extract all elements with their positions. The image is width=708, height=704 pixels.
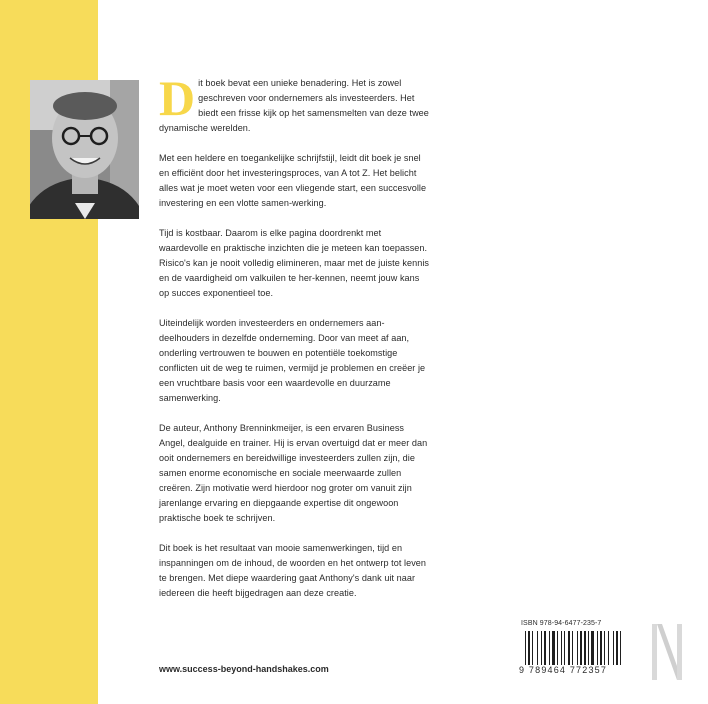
barcode-bar	[597, 631, 598, 665]
paragraph-3: Tijd is kostbaar. Daarom is elke pagina doordrenkt met waardevolle en praktische inzichten die je meteen kan toepassen. Risico's kan je nooit volledig elimineren, maar met de juiste kennis en de vaardigheid om valkuilen te her-kennen, neemt jouw kans op succes exponentieel toe.	[159, 227, 429, 299]
drop-cap: D	[159, 70, 196, 126]
barcode-bar	[552, 631, 555, 665]
barcode-bar	[604, 631, 605, 665]
website-url: www.success-beyond-handshakes.com	[159, 664, 329, 674]
paragraph-6: Dit boek is het resultaat van mooie samenwerkingen, tijd en inspanningen om de inhoud, de woorden en het ontwerp tot leven te brengen. Met diepe waardering gaat Anthony's dank uit naar iedereen die heeft bijgedragen aan deze creatie.	[159, 542, 427, 599]
barcode-bar	[537, 631, 538, 665]
barcode-bar	[564, 631, 565, 665]
isbn-label: ISBN 978-94-6477-235-7	[521, 620, 602, 627]
barcode-bar	[591, 631, 594, 665]
barcode-bar	[608, 631, 609, 665]
barcode-bar	[557, 631, 558, 665]
intro-paragraph	[159, 70, 431, 136]
author-portrait-image	[30, 80, 139, 219]
paragraph-4: Uiteindelijk worden investeerders en ondernemers aan-deelhouders in dezelfde onderneming. Door van meet af aan, onderling vertrouwen te bouwen en potentiële toekomstige conflicten uit de weg te ruimen, vermijd je problemen en creëer je een vruchtbare basis voor een waardevolle en duurzame samenwerking.	[159, 317, 426, 404]
barcode	[521, 631, 645, 665]
barcode-bar	[568, 631, 570, 665]
paragraph-1: it boek bevat een unieke benadering. Het is zowel geschreven voor ondernemers als investeerders. Het biedt een frisse kijk op het samensmelten van deze twee dynamische werelden.	[159, 78, 429, 134]
barcode-bar	[525, 631, 526, 665]
barcode-bar	[616, 631, 618, 665]
barcode-number: 9 789464 772357	[519, 665, 608, 675]
barcode-bar	[577, 631, 578, 665]
barcode-bar	[541, 631, 542, 665]
paragraph-2: Met een heldere en toegankelijke schrijfstijl, leidt dit boek je snel en efficiënt door het investeringsproces, van A tot Z. Het belicht alles wat je moet weten voor een vliegende start, een succesvolle investering en een vlotte samen-werking.	[159, 152, 427, 209]
barcode-bar	[528, 631, 530, 665]
barcode-bar	[549, 631, 550, 665]
paragraph-5: De auteur, Anthony Brenninkmeijer, is een ervaren Business Angel, dealguide en trainer. Hij is ervan overtuigd dat er meer dan ooit ondernemers en bereidwillige investeerders zullen zijn, die samen enorme economische en sociale meerwaarde zullen creëren. Zijn motivatie werd hierdoor nog groter om vanuit zijn jarenlange ervaring en diepgaande expertise dit ongewoon praktische boek te schrijven.	[159, 422, 428, 524]
barcode-bar	[620, 631, 621, 665]
barcode-bar	[600, 631, 602, 665]
barcode-bar	[584, 631, 586, 665]
barcode-bar	[580, 631, 582, 665]
back-cover-text	[159, 70, 431, 616]
barcode-bar	[532, 631, 533, 665]
barcode-bar	[544, 631, 546, 665]
barcode-bar	[572, 631, 573, 665]
publisher-logo-icon	[652, 620, 682, 682]
barcode-bar	[613, 631, 614, 665]
author-photo	[30, 80, 139, 219]
barcode-bar	[588, 631, 589, 665]
barcode-bar	[561, 631, 562, 665]
